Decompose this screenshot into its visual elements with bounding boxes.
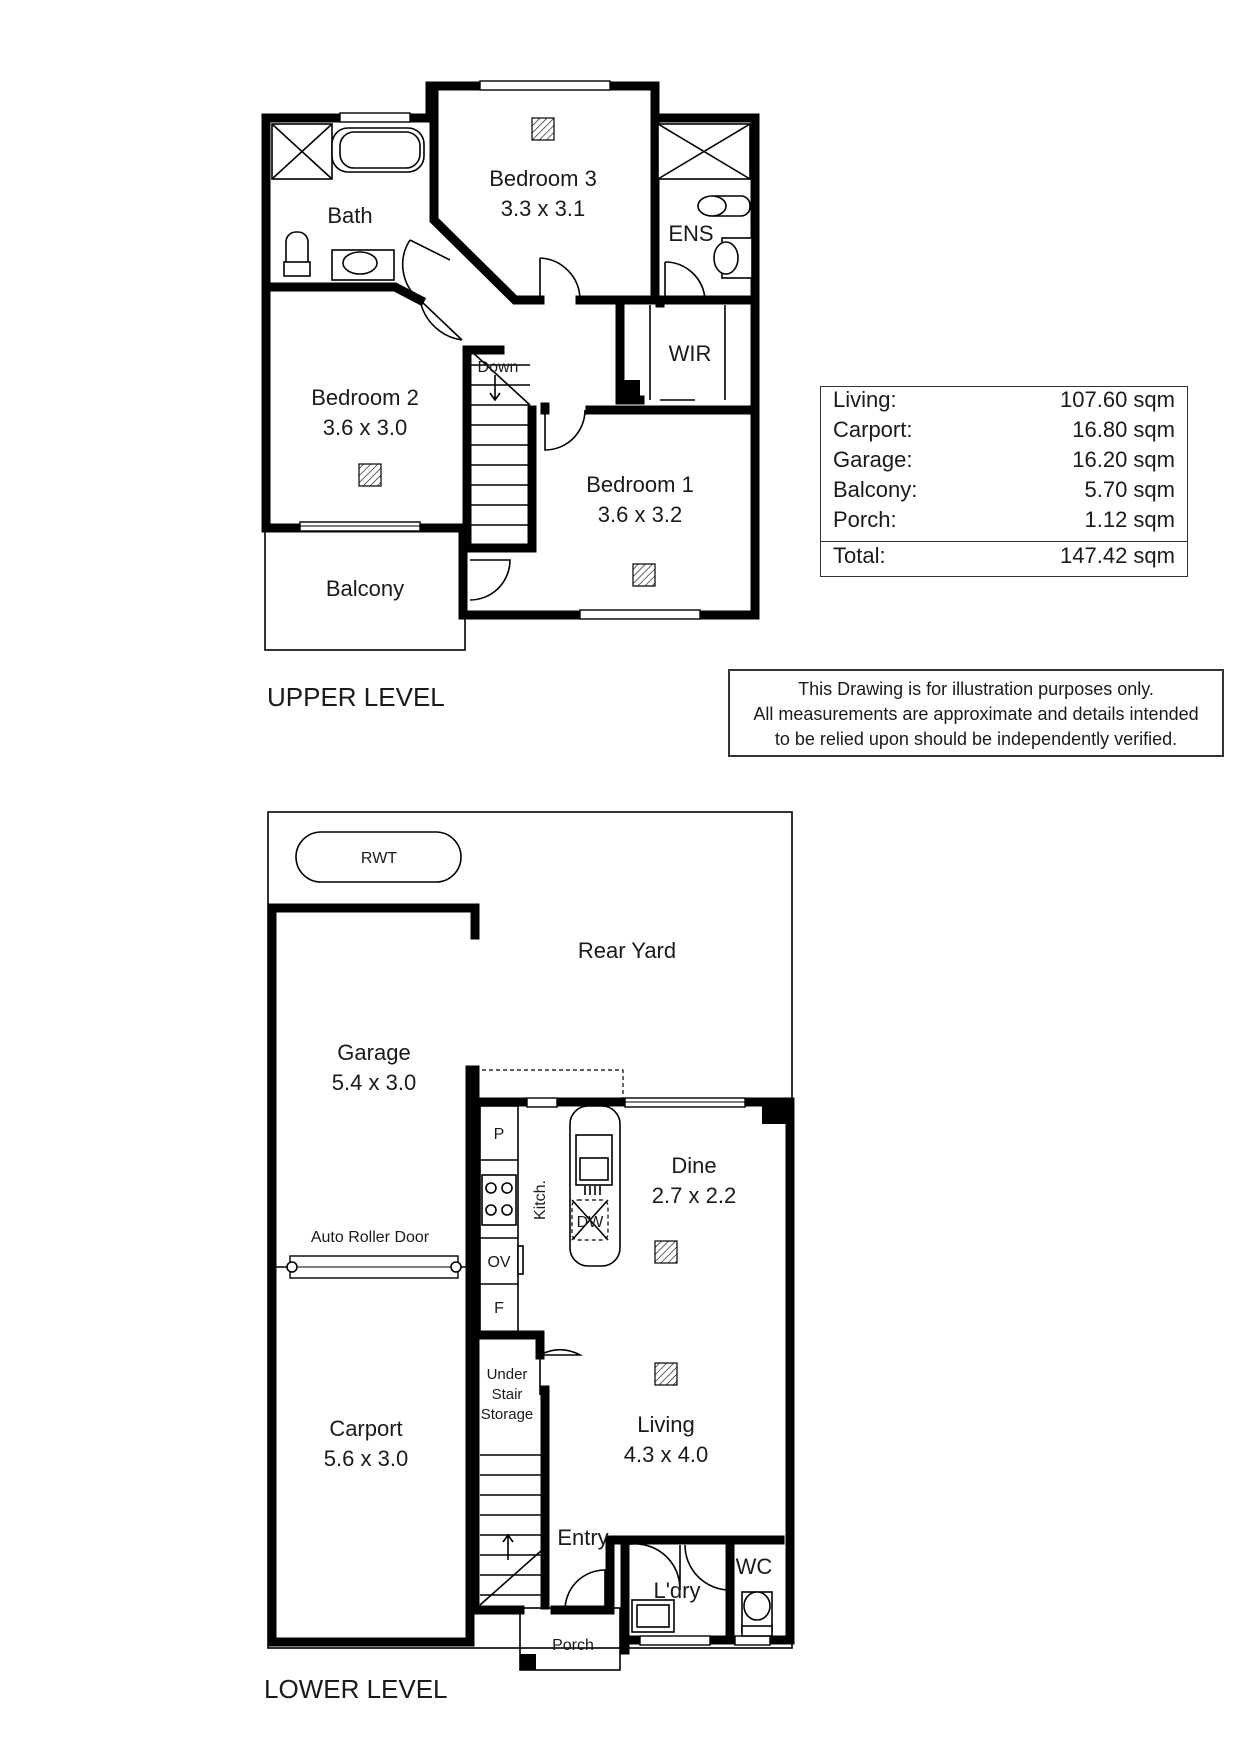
wir-label: WIR	[668, 341, 712, 366]
under-stair-label-1: Under	[486, 1366, 528, 1383]
carport-dims: 5.6 x 3.0	[323, 1446, 409, 1471]
area-value: 5.70 sqm	[1084, 477, 1175, 502]
fridge-label: F	[494, 1300, 504, 1317]
area-label: Carport:	[833, 417, 913, 442]
oven-label: OV	[487, 1254, 511, 1271]
under-stair-label-2: Stair	[491, 1386, 523, 1403]
rear-yard-label: Rear Yard	[577, 938, 677, 963]
lower-stairs	[480, 1455, 542, 1605]
laundry-label: L'dry	[653, 1578, 701, 1603]
stair-down-label: Down	[477, 359, 519, 376]
bedroom1-label: Bedroom 1	[586, 472, 694, 497]
garage-dims: 5.4 x 3.0	[331, 1070, 417, 1095]
total-value: 147.42 sqm	[1060, 543, 1175, 568]
area-label: Living:	[833, 387, 897, 412]
garage-label: Garage	[337, 1040, 411, 1065]
total-label: Total:	[833, 543, 886, 568]
disclaimer-line-1: This Drawing is for illustration purposes only.	[798, 679, 1154, 699]
roller-door	[287, 1256, 461, 1278]
area-label: Garage:	[833, 447, 913, 472]
area-label: Balcony:	[833, 477, 918, 502]
ens-label: ENS	[668, 221, 714, 246]
lower-level-title: LOWER LEVEL	[264, 1674, 448, 1704]
area-value: 16.20 sqm	[1072, 447, 1175, 472]
area-value: 107.60 sqm	[1060, 387, 1175, 412]
area-row-total	[833, 543, 1175, 573]
lower-level-plan	[264, 812, 792, 1704]
kitchen-label: Kitch.	[532, 1179, 549, 1221]
dine-label: Dine	[671, 1153, 717, 1178]
bath-label: Bath	[327, 203, 373, 228]
auto-roller-door-label: Auto Roller Door	[310, 1229, 430, 1246]
area-value: 16.80 sqm	[1072, 417, 1175, 442]
dishwasher-label: DW	[576, 1214, 604, 1231]
porch-label: Porch	[552, 1637, 594, 1654]
balcony-label: Balcony	[325, 576, 405, 601]
area-row-porch	[833, 507, 1175, 537]
area-row-garage	[833, 447, 1175, 477]
area-label: Porch:	[833, 507, 897, 532]
area-row-carport	[833, 417, 1175, 447]
wc-label: WC	[735, 1554, 773, 1579]
bedroom3-label: Bedroom 3	[489, 166, 597, 191]
pantry-label: P	[493, 1126, 505, 1143]
disclaimer-line-3: to be relied upon should be independently verified.	[774, 729, 1178, 749]
bedroom1-dims: 3.6 x 3.2	[597, 502, 683, 527]
bedroom2-label: Bedroom 2	[311, 385, 419, 410]
rwt-label: RWT	[360, 850, 398, 867]
upper-level-title: UPPER LEVEL	[267, 682, 445, 712]
area-value: 1.12 sqm	[1084, 507, 1175, 532]
upper-stairs	[470, 350, 530, 525]
bedroom3-dims: 3.3 x 3.1	[500, 196, 586, 221]
living-dims: 4.3 x 4.0	[623, 1442, 709, 1467]
area-row-living	[833, 387, 1175, 417]
disclaimer-line-2: All measurements are approximate and details intended	[753, 704, 1199, 724]
disclaimer-box	[728, 669, 1224, 757]
dine-dims: 2.7 x 2.2	[651, 1183, 737, 1208]
area-total-divider	[821, 541, 1187, 542]
carport-label: Carport	[329, 1416, 403, 1441]
bedroom2-dims: 3.6 x 3.0	[322, 415, 408, 440]
entry-label: Entry	[557, 1525, 609, 1550]
living-label: Living	[637, 1412, 695, 1437]
area-row-balcony	[833, 477, 1175, 507]
upper-level-plan	[265, 81, 755, 712]
area-summary-table	[820, 386, 1188, 577]
under-stair-label-3: Storage	[480, 1406, 534, 1423]
